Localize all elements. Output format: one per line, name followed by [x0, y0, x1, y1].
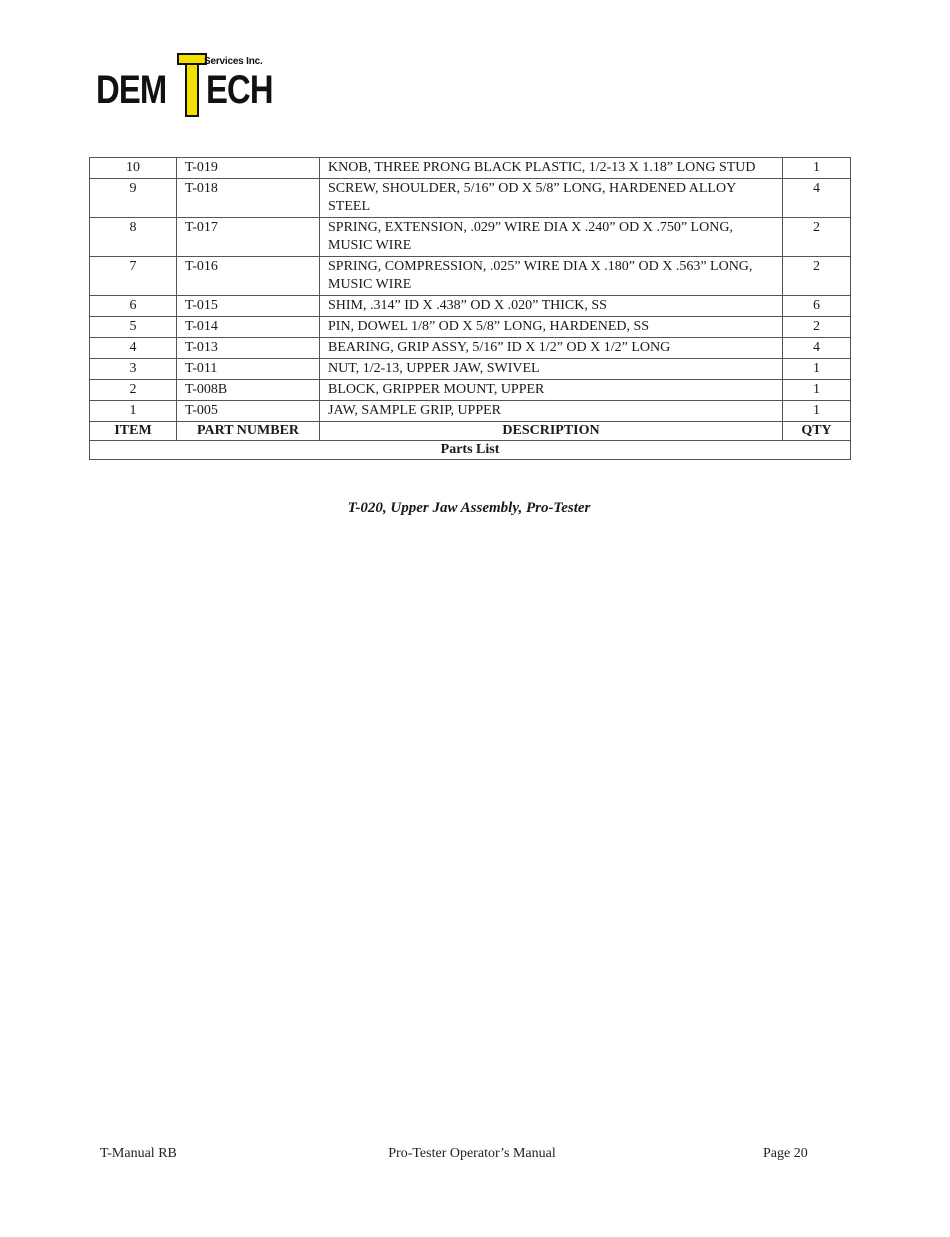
- header-item: ITEM: [90, 422, 177, 441]
- cell-description: SPRING, EXTENSION, .029” WIRE DIA X .240” OD X .750” LONG, MUSIC WIRE: [320, 218, 783, 257]
- cell-item: 5: [90, 317, 177, 338]
- cell-qty: 4: [783, 338, 851, 359]
- cell-description: NUT, 1/2-13, UPPER JAW, SWIVEL: [320, 359, 783, 380]
- cell-qty: 1: [783, 158, 851, 179]
- parts-table-body: [90, 158, 851, 422]
- logo-tagline: Services Inc.: [204, 56, 263, 67]
- cell-description: KNOB, THREE PRONG BLACK PLASTIC, 1/2-13 X 1.18” LONG STUD: [320, 158, 783, 179]
- cell-qty: 1: [783, 359, 851, 380]
- footer-center: Pro-Tester Operator’s Manual: [388, 1146, 556, 1161]
- table-row: [90, 338, 851, 359]
- header-qty: QTY: [783, 422, 851, 441]
- table-row: [90, 158, 851, 179]
- table-caption-row: [90, 441, 851, 460]
- cell-item: 6: [90, 296, 177, 317]
- cell-item: 7: [90, 257, 177, 296]
- cell-qty: 2: [783, 317, 851, 338]
- cell-description: SPRING, COMPRESSION, .025” WIRE DIA X .180” OD X .563” LONG, MUSIC WIRE: [320, 257, 783, 296]
- cell-part-number: T-008B: [177, 380, 320, 401]
- cell-item: 4: [90, 338, 177, 359]
- demtech-logo: [96, 52, 276, 118]
- cell-item: 10: [90, 158, 177, 179]
- table-row: [90, 257, 851, 296]
- table-row: [90, 380, 851, 401]
- table-row: [90, 296, 851, 317]
- cell-part-number: T-015: [177, 296, 320, 317]
- header-description: DESCRIPTION: [320, 422, 783, 441]
- cell-qty: 1: [783, 401, 851, 422]
- cell-item: 9: [90, 179, 177, 218]
- table-row: [90, 401, 851, 422]
- figure-title: T-020, Upper Jaw Assembly, Pro-Tester: [347, 500, 591, 516]
- cell-description: SCREW, SHOULDER, 5/16” OD X 5/8” LONG, HARDENED ALLOY STEEL: [320, 179, 783, 218]
- cell-item: 1: [90, 401, 177, 422]
- cell-description: PIN, DOWEL 1/8” OD X 5/8” LONG, HARDENED, SS: [320, 317, 783, 338]
- cell-part-number: T-019: [177, 158, 320, 179]
- cell-part-number: T-018: [177, 179, 320, 218]
- cell-item: 3: [90, 359, 177, 380]
- cell-part-number: T-013: [177, 338, 320, 359]
- cell-item: 2: [90, 380, 177, 401]
- cell-part-number: T-005: [177, 401, 320, 422]
- cell-part-number: T-016: [177, 257, 320, 296]
- cell-description: JAW, SAMPLE GRIP, UPPER: [320, 401, 783, 422]
- table-header-row: [90, 422, 851, 441]
- cell-qty: 1: [783, 380, 851, 401]
- footer-right: Page 20: [763, 1146, 808, 1161]
- cell-qty: 6: [783, 296, 851, 317]
- logo-text-right: ECH: [206, 68, 273, 112]
- header-part-number: PART NUMBER: [177, 422, 320, 441]
- cell-item: 8: [90, 218, 177, 257]
- table-caption: Parts List: [90, 441, 851, 460]
- table-row: [90, 179, 851, 218]
- cell-description: BLOCK, GRIPPER MOUNT, UPPER: [320, 380, 783, 401]
- cell-qty: 4: [783, 179, 851, 218]
- table-row: [90, 317, 851, 338]
- cell-description: SHIM, .314” ID X .438” OD X .020” THICK, SS: [320, 296, 783, 317]
- table-row: [90, 359, 851, 380]
- cell-part-number: T-014: [177, 317, 320, 338]
- parts-list-table: [89, 157, 851, 460]
- cell-part-number: T-011: [177, 359, 320, 380]
- cell-qty: 2: [783, 257, 851, 296]
- table-row: [90, 218, 851, 257]
- cell-qty: 2: [783, 218, 851, 257]
- cell-description: BEARING, GRIP ASSY, 5/16” ID X 1/2” OD X 1/2” LONG: [320, 338, 783, 359]
- footer-left: T-Manual RB: [100, 1146, 177, 1161]
- logo-text-left: DEM: [96, 68, 167, 112]
- cell-part-number: T-017: [177, 218, 320, 257]
